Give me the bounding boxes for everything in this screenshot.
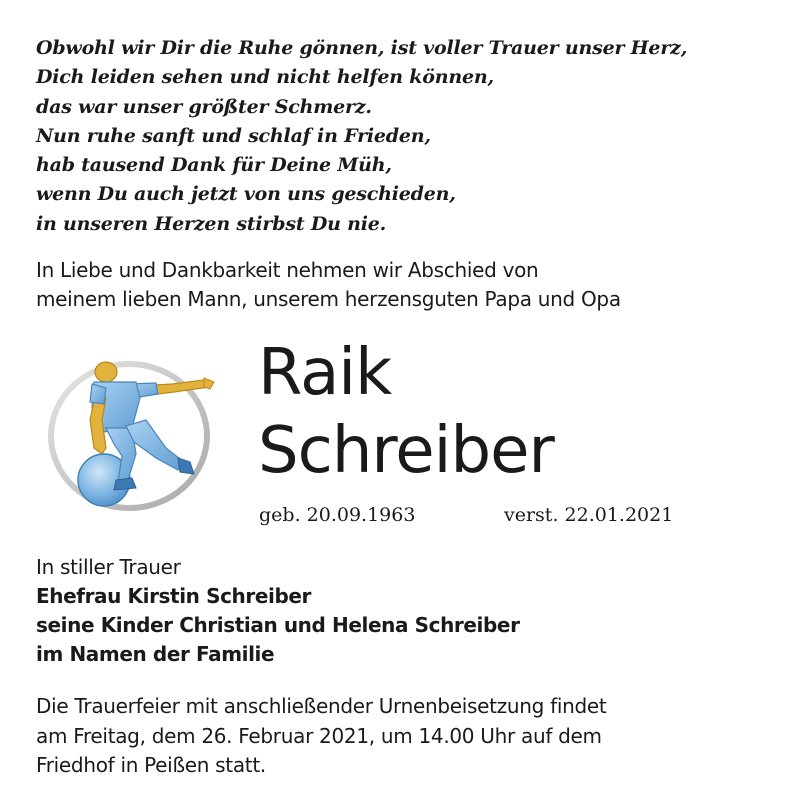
- mourner-line: im Namen der Familie: [36, 642, 275, 666]
- mourner-line: Ehefrau Kirstin Schreiber: [36, 584, 311, 608]
- deceased-name: [258, 334, 554, 490]
- poem-line: Obwohl wir Dir die Ruhe gönnen, ist voller Trauer unser Herz,: [36, 37, 688, 59]
- birth-date: geb. 20.09.1963: [259, 504, 416, 526]
- service-line: am Freitag, dem 26. Februar 2021, um 14.00 Uhr auf dem: [36, 723, 602, 748]
- service-line: Friedhof in Peißen statt.: [36, 753, 266, 777]
- bowling-emblem: [44, 358, 220, 518]
- poem-line: Nun ruhe sanft und schlaf in Frieden,: [36, 124, 431, 147]
- intro-line: In Liebe und Dankbarkeit nehmen wir Abschied von: [36, 258, 539, 282]
- funeral-service-info: [36, 692, 606, 781]
- mourners: [36, 553, 520, 669]
- poem-line: Dich leiden sehen und nicht helfen können,: [36, 66, 494, 89]
- first-name: Raik: [258, 336, 392, 410]
- death-date: verst. 22.01.2021: [504, 504, 674, 526]
- bowler-icon: [44, 358, 220, 518]
- poem-line: wenn Du auch jetzt von uns geschieden,: [36, 183, 456, 206]
- life-dates: [259, 501, 673, 529]
- mourner-line: seine Kinder Christian und Helena Schreiber: [36, 613, 520, 637]
- intro-line: meinem lieben Mann, unserem herzensguten Papa und Opa: [36, 287, 621, 311]
- poem-line: hab tausend Dank für Deine Müh,: [36, 154, 392, 177]
- poem: [36, 34, 776, 239]
- intro-text: [36, 256, 786, 314]
- last-name: Schreiber: [258, 414, 554, 488]
- poem-line: in unseren Herzen stirbst Du nie.: [36, 212, 387, 235]
- service-line: Die Trauerfeier mit anschließender Urnenbeisetzung findet: [36, 694, 607, 718]
- mourners-heading: In stiller Trauer: [36, 555, 181, 579]
- poem-line: das war unser größter Schmerz.: [36, 95, 372, 118]
